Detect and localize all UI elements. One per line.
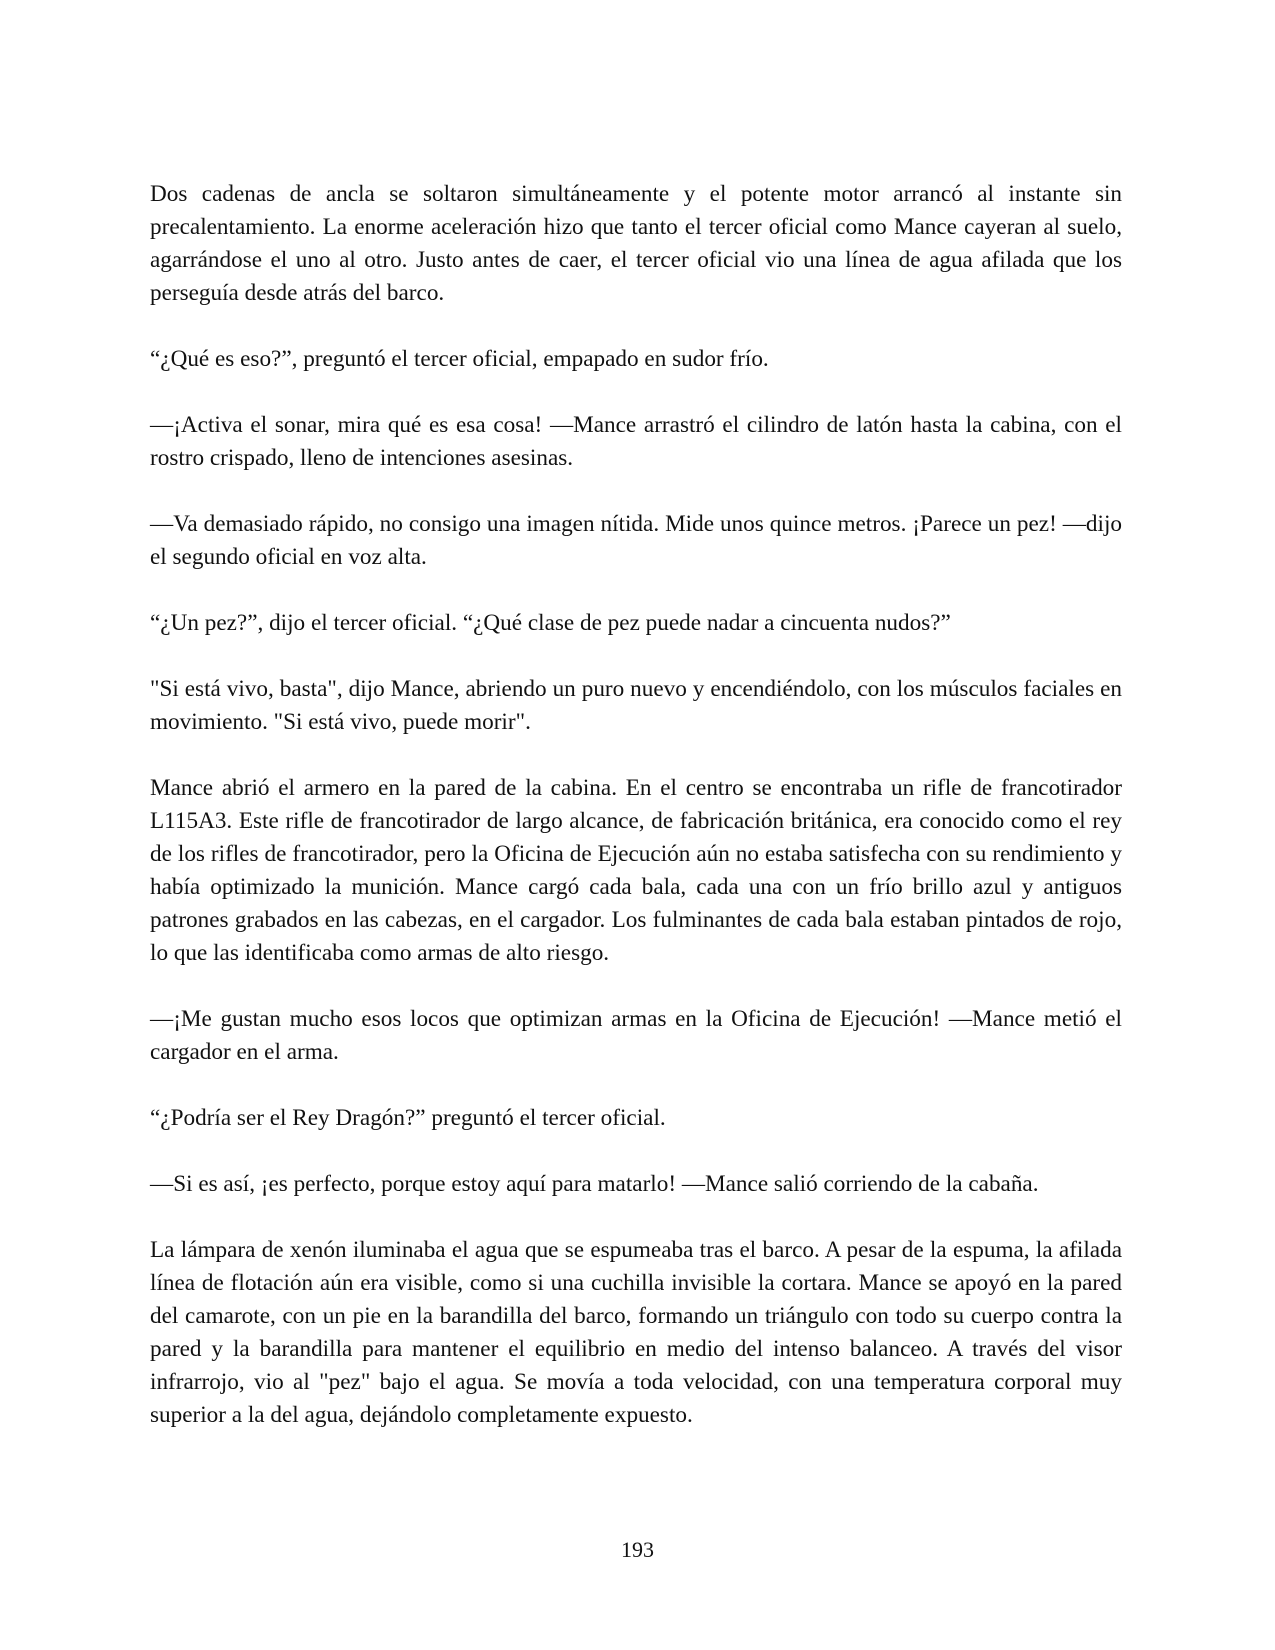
paragraph: “¿Podría ser el Rey Dragón?” preguntó el tercer oficial. bbox=[150, 1105, 666, 1131]
paragraph: “¿Qué es eso?”, preguntó el tercer oficial, empapado en sudor frío. bbox=[150, 346, 769, 372]
paragraph: Dos cadenas de ancla se soltaron simultáneamente y el potente motor arrancó al instante sin precalentamiento. La enorme aceleración hizo que tanto el tercer oficial como Mance cayeran al suelo, agarrándose el uno al otro. Justo antes de caer, el tercer oficial vio una línea de agua afilada que los perseguía desde atrás del barco. bbox=[150, 181, 1122, 306]
paragraph: “¿Un pez?”, dijo el tercer oficial. “¿Qué clase de pez puede nadar a cincuenta nudos?” bbox=[150, 610, 951, 636]
text-body bbox=[150, 178, 1122, 1465]
paragraph: —Si es así, ¡es perfecto, porque estoy aquí para matarlo! —Mance salió corriendo de la cabaña. bbox=[150, 1171, 1039, 1197]
paragraph: —¡Me gustan mucho esos locos que optimizan armas en la Oficina de Ejecución! —Mance metió el cargador en el arma. bbox=[150, 1006, 1122, 1065]
paragraph: La lámpara de xenón iluminaba el agua que se espumeaba tras el barco. A pesar de la espuma, la afilada línea de flotación aún era visible, como si una cuchilla invisible la cortara. Mance se apoyó en la pared del camarote, con un pie en la barandilla del barco, formando un triángulo con todo su cuerpo contra la pared y la barandilla para mantener el equilibrio en medio del intenso balanceo. A través del visor infrarrojo, vio al "pez" bajo el agua. Se movía a toda velocidad, con una temperatura corporal muy superior a la del agua, dejándolo completamente expuesto. bbox=[150, 1237, 1122, 1428]
paragraph: —¡Activa el sonar, mira qué es esa cosa! —Mance arrastró el cilindro de latón hasta la cabina, con el rostro crispado, lleno de intenciones asesinas. bbox=[150, 412, 1122, 471]
paragraph: —Va demasiado rápido, no consigo una imagen nítida. Mide unos quince metros. ¡Parece un pez! —dijo el segundo oficial en voz alta. bbox=[150, 511, 1122, 570]
paragraph: Mance abrió el armero en la pared de la cabina. En el centro se encontraba un rifle de francotirador L115A3. Este rifle de francotirador de largo alcance, de fabricación británica, era conocido como el rey de los rifles de francotirador, pero la Oficina de Ejecución aún no estaba satisfecha con su rendimiento y había optimizado la munición. Mance cargó cada bala, cada una con un frío brillo azul y antiguos patrones grabados en las cabezas, en el cargador. Los fulminantes de cada bala estaban pintados de rojo, lo que las identificaba como armas de alto riesgo. bbox=[150, 775, 1122, 966]
paragraph: "Si está vivo, basta", dijo Mance, abriendo un puro nuevo y encendiéndolo, con los músculos faciales en movimiento. "Si está vivo, puede morir". bbox=[150, 676, 1122, 735]
page-number: 193 bbox=[621, 1537, 654, 1562]
